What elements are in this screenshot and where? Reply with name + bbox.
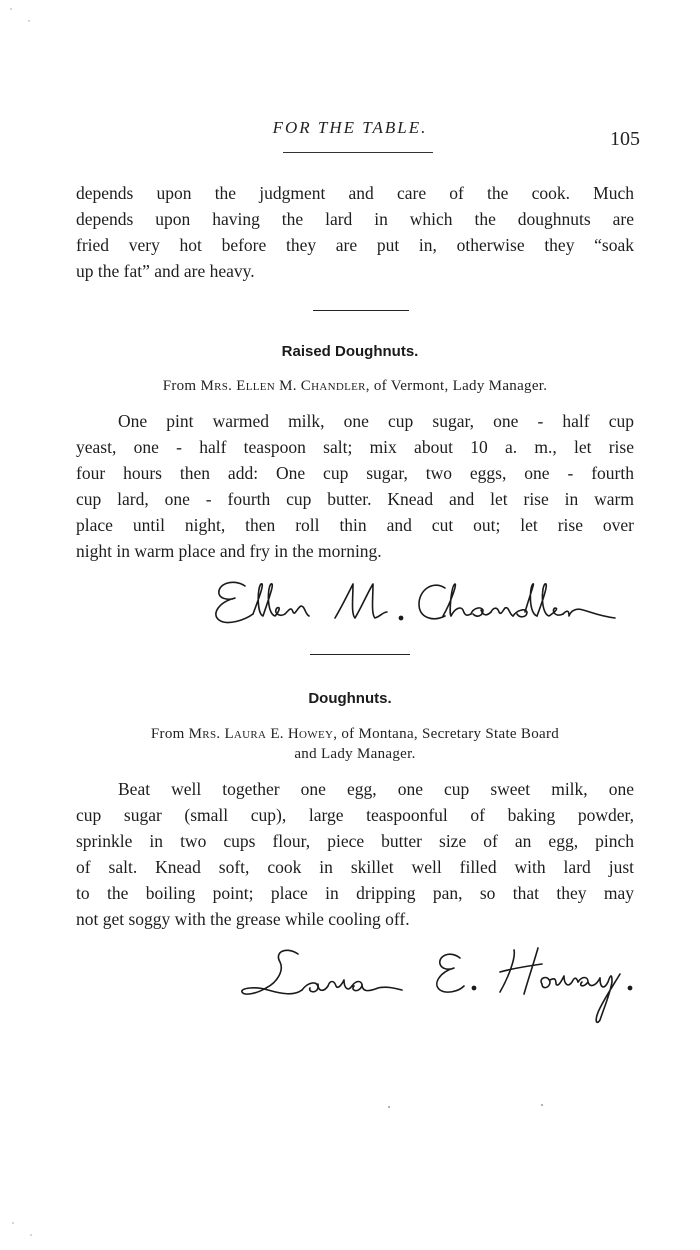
text-line: four hours then add: One cup sugar, two eggs, one - fourth bbox=[76, 463, 634, 483]
paper-speck bbox=[28, 20, 30, 22]
text-line: depends upon the judgment and care of the cook. Much bbox=[76, 183, 634, 203]
text-line: cup sugar (small cup), large teaspoonful of baking powder, bbox=[76, 805, 634, 825]
intro-paragraph bbox=[76, 180, 634, 284]
text-line: depends upon having the lard in which the doughnuts are bbox=[76, 209, 634, 229]
section-divider bbox=[313, 310, 409, 311]
recipe-paragraph bbox=[76, 408, 634, 564]
text-line: of salt. Knead soft, cook in skillet well filled with lard just bbox=[76, 857, 634, 877]
text-line: Beat well together one egg, one cup sweet milk, one bbox=[118, 779, 634, 799]
signature-ellen-m-chandler bbox=[205, 568, 635, 638]
recipe-title-doughnuts: Doughnuts. bbox=[308, 690, 392, 707]
text-line: not get soggy with the grease while cooling off. bbox=[76, 909, 410, 929]
text-line: to the boiling point; place in dripping pan, so that they may bbox=[76, 883, 634, 903]
header-rule bbox=[283, 152, 433, 153]
paper-speck bbox=[12, 1222, 14, 1224]
attribution-prefix: From bbox=[162, 378, 197, 394]
paper-speck bbox=[388, 1106, 390, 1108]
recipe-attribution bbox=[76, 376, 634, 396]
text-line: fried very hot before they are put in, otherwise they “soak bbox=[76, 235, 634, 255]
recipe-title-raised-doughnuts: Raised Doughnuts. bbox=[281, 343, 419, 360]
contributor-name: Mrs. Laura E. Howey bbox=[188, 726, 334, 742]
section-divider bbox=[310, 654, 410, 655]
attribution-line2: and Lady Manager. bbox=[294, 746, 416, 762]
recipe-attribution bbox=[76, 724, 634, 764]
text-line: One pint warmed milk, one cup sugar, one - half cup bbox=[118, 411, 634, 431]
attribution-suffix: , of Montana, Secretary State Board bbox=[333, 726, 560, 742]
text-line: cup lard, one - fourth cup butter. Knead and let rise in warm bbox=[76, 489, 634, 509]
running-header: FOR THE TABLE. bbox=[272, 118, 428, 137]
page-number: 105 bbox=[610, 128, 640, 150]
attribution-prefix: From bbox=[150, 726, 185, 742]
paper-speck bbox=[30, 1234, 32, 1236]
contributor-name: Mrs. Ellen M. Chandler bbox=[200, 378, 366, 394]
text-line: place until night, then roll thin and cut out; let rise over bbox=[76, 515, 634, 535]
paper-speck bbox=[541, 1104, 543, 1106]
text-line: night in warm place and fry in the morning. bbox=[76, 541, 382, 561]
recipe-paragraph bbox=[76, 776, 634, 932]
text-line: up the fat” and are heavy. bbox=[76, 261, 255, 281]
paper-speck bbox=[10, 8, 12, 10]
text-line: sprinkle in two cups flour, piece butter size of an egg, pinch bbox=[76, 831, 634, 851]
text-line: yeast, one - half teaspoon salt; mix about 10 a. m., let rise bbox=[76, 437, 634, 457]
attribution-suffix: , of Vermont, Lady Manager. bbox=[365, 378, 548, 394]
signature-laura-e-howey bbox=[238, 938, 648, 1028]
